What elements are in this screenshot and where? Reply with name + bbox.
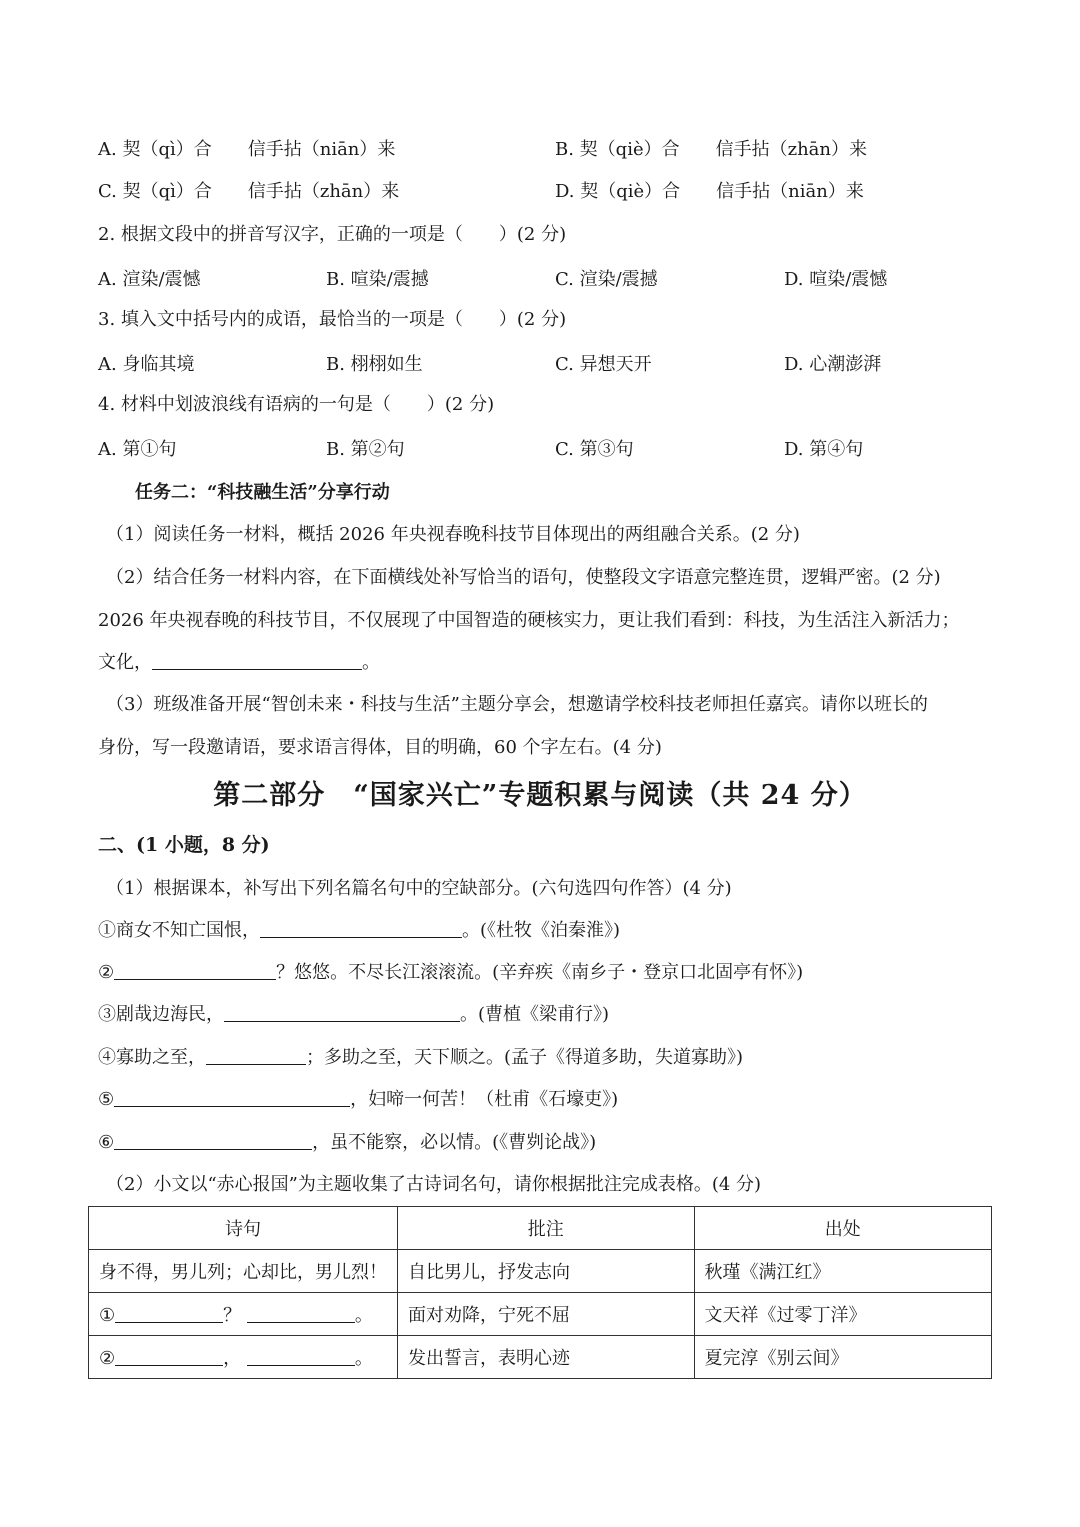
q1-option-c[interactable]: C. 契（qì）合 信手拈（zhān）来 (98, 181, 400, 202)
cell-mark: ① (99, 1305, 116, 1326)
cell-punct: 。 (354, 1348, 373, 1369)
answer-blank[interactable] (260, 919, 462, 938)
answer-blank[interactable] (114, 961, 276, 980)
table-header: 诗句 (89, 1207, 398, 1250)
answer-blank[interactable] (114, 1131, 312, 1150)
recite-pre: ⑤ (98, 1089, 115, 1110)
q1-option-d[interactable]: D. 契（qiè）合 信手拈（niān）来 (555, 181, 864, 202)
answer-blank[interactable] (224, 1003, 460, 1022)
q4-option-d[interactable]: D. 第④句 (784, 439, 864, 460)
q4-option-a[interactable]: A. 第①句 (98, 439, 177, 460)
recite-post: ；多助之至，天下顺之。(孟子《得道多助，失道寡助》) (306, 1047, 744, 1068)
part2-q1-stem: （1）根据课本，补写出下列名篇名句中的空缺部分。(六句选四句作答）(4 分) (106, 878, 732, 899)
table-cell-note: 自比男儿，抒发志向 (398, 1250, 695, 1293)
recite-pre: ② (98, 962, 115, 983)
q2-option-b[interactable]: B. 喧染/震撼 (326, 269, 429, 290)
recite-post: 。(《杜牧《泊秦淮》) (462, 920, 621, 941)
answer-blank[interactable] (247, 1349, 355, 1366)
q4-option-b[interactable]: B. 第②句 (326, 439, 405, 460)
cell-punct: ， (223, 1348, 242, 1369)
recite-pre: ①商女不知亡国恨， (98, 920, 260, 941)
answer-blank[interactable] (114, 1088, 350, 1107)
q2-stem: 2. 根据文段中的拼音写汉字，正确的一项是（ ）(2 分) (98, 224, 567, 245)
table-cell-poem (89, 1336, 398, 1379)
table-header: 出处 (694, 1207, 991, 1250)
cell-punct: 。 (354, 1305, 373, 1326)
recite-line-2 (98, 960, 803, 986)
task2-item-3-cont: 身份，写一段邀请语，要求语言得体，目的明确，60 个字左右。(4 分) (98, 737, 662, 758)
answer-blank[interactable] (152, 651, 362, 670)
answer-blank[interactable] (115, 1306, 223, 1323)
table-cell-source: 文天祥《过零丁洋》 (694, 1293, 991, 1336)
table-cell-note: 发出誓言，表明心迹 (398, 1336, 695, 1379)
q3-option-c[interactable]: C. 异想天开 (555, 354, 652, 375)
recite-line-6 (98, 1130, 596, 1156)
table-row (89, 1250, 992, 1293)
task2-item-1: （1）阅读任务一材料，概括 2026 年央视春晚科技节目体现出的两组融合关系。(2 分) (106, 524, 800, 545)
task2-item-2-text: 2026 年央视春晚的科技节目，不仅展现了中国智造的硬核实力，更让我们看到：科技，为生活注入新活力； (98, 610, 960, 631)
task2-item-2-fill (98, 650, 380, 676)
q3-stem: 3. 填入文中括号内的成语，最恰当的一项是（ ）(2 分) (98, 309, 567, 330)
task2-item-2: （2）结合任务一材料内容，在下面横线处补写恰当的语句，使整段文字语意完整连贯，逻辑严密。(2 分) (106, 567, 941, 588)
fill-suffix: 。 (362, 652, 380, 673)
cell-mark: ② (99, 1348, 116, 1369)
recite-line-4 (98, 1045, 743, 1071)
table-row (89, 1336, 992, 1379)
table-cell-source: 秋瑾《满江红》 (694, 1250, 991, 1293)
recite-post: ，妇啼一何苦！（杜甫《石壕吏》) (350, 1089, 619, 1110)
section-2-heading: 二、(1 小题，8 分) (98, 834, 270, 856)
q4-option-c[interactable]: C. 第③句 (555, 439, 634, 460)
cell-punct: ？ (223, 1305, 242, 1326)
q2-option-c[interactable]: C. 渲染/震撼 (555, 269, 658, 290)
recite-post: ，虽不能察，必以情。(《曹刿论战》) (312, 1132, 597, 1153)
q3-option-d[interactable]: D. 心潮澎湃 (784, 354, 882, 375)
answer-blank[interactable] (247, 1306, 355, 1323)
recite-line-5 (98, 1087, 618, 1113)
recite-post: 。(曹植《梁甫行》) (460, 1004, 610, 1025)
q1-option-a[interactable]: A. 契（qì）合 信手拈（niān）来 (98, 139, 396, 160)
part2-title: 第二部分 “国家兴亡”专题积累与阅读（共 24 分） (213, 780, 867, 811)
q1-option-b[interactable]: B. 契（qiè）合 信手拈（zhān）来 (555, 139, 868, 160)
recite-line-3 (98, 1002, 609, 1028)
poem-table (88, 1206, 992, 1379)
table-header-row (89, 1207, 992, 1250)
q2-option-a[interactable]: A. 渲染/震憾 (98, 269, 201, 290)
task2-title: 任务二：“科技融生活”分享行动 (135, 482, 390, 503)
table-header: 批注 (398, 1207, 695, 1250)
answer-blank[interactable] (206, 1046, 306, 1065)
recite-pre: ④寡助之至， (98, 1047, 206, 1068)
q4-stem: 4. 材料中划波浪线有语病的一句是（ ）(2 分) (98, 394, 495, 415)
answer-blank[interactable] (115, 1349, 223, 1366)
q3-option-b[interactable]: B. 栩栩如生 (326, 354, 423, 375)
table-cell-poem (89, 1293, 398, 1336)
fill-prefix: 文化， (98, 652, 152, 673)
table-cell-poem: 身不得，男儿列；心却比，男儿烈！ (89, 1250, 398, 1293)
table-cell-source: 夏完淳《别云间》 (694, 1336, 991, 1379)
recite-pre: ③剧哉边海民， (98, 1004, 224, 1025)
task2-item-3: （3）班级准备开展“智创未来・科技与生活”主题分享会，想邀请学校科技老师担任嘉宾。请你以班长的 (106, 694, 928, 715)
recite-pre: ⑥ (98, 1132, 115, 1153)
part2-q2-stem: （2）小文以“赤心报国”为主题收集了古诗词名句，请你根据批注完成表格。(4 分) (106, 1174, 762, 1195)
recite-post: ？悠悠。不尽长江滚滚流。(辛弃疾《南乡子・登京口北固亭有怀》) (276, 962, 804, 983)
table-cell-note: 面对劝降，宁死不屈 (398, 1293, 695, 1336)
q3-option-a[interactable]: A. 身临其境 (98, 354, 195, 375)
q2-option-d[interactable]: D. 喧染/震憾 (784, 269, 888, 290)
table-row (89, 1293, 992, 1336)
recite-line-1 (98, 918, 620, 944)
